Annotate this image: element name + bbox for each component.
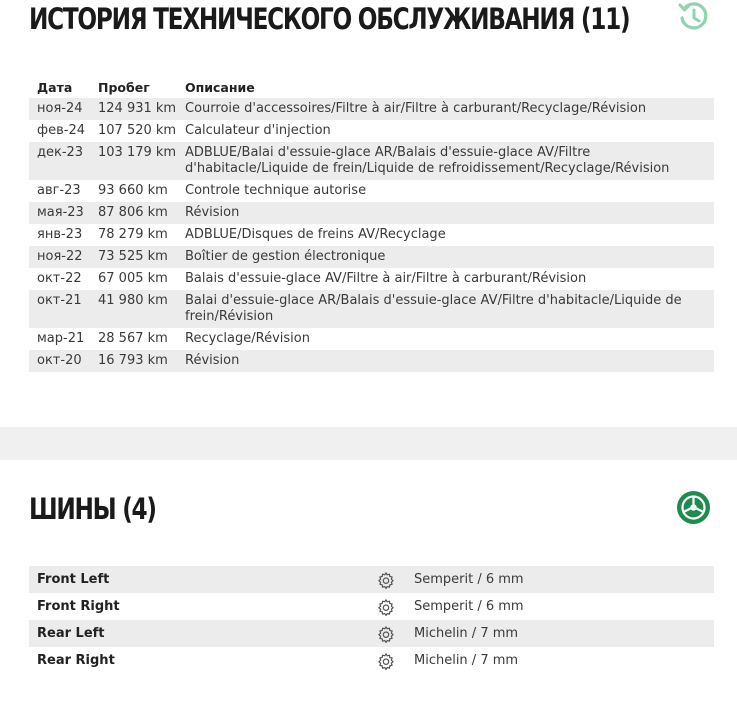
- maintenance-title: ИСТОРИЯ ТЕХНИЧЕСКОГО ОБСЛУЖИВАНИЯ (11): [29, 2, 630, 36]
- tire-position: Rear Left: [29, 620, 372, 647]
- tire-icon-cell: [372, 566, 414, 593]
- maintenance-description-cell: ADBLUE/Disques de freins AV/Recyclage: [185, 227, 446, 242]
- gear-icon: [377, 598, 395, 616]
- table-row: [29, 328, 714, 350]
- maintenance-mileage-cell: 103 179 km: [90, 142, 177, 180]
- history-icon: [677, 0, 711, 34]
- table-header: [29, 76, 714, 98]
- maintenance-table: [29, 76, 714, 372]
- gear-icon: [377, 652, 395, 670]
- maintenance-description-cell: Calculateur d'injection: [185, 123, 331, 138]
- maintenance-date-cell: дек-23: [29, 142, 90, 180]
- tire-icon: [677, 491, 710, 524]
- maintenance-mileage-cell: 107 520 km: [98, 123, 177, 138]
- maintenance-mileage-cell: 78 279 km: [98, 227, 168, 242]
- maintenance-description-cell: Révision: [177, 350, 714, 372]
- tire-position: Front Right: [37, 599, 120, 614]
- tire-row: [29, 566, 714, 593]
- maintenance-date-cell: ноя-22: [29, 246, 90, 268]
- maintenance-description-cell: Révision: [177, 202, 714, 224]
- tire-icon-cell: [372, 620, 414, 647]
- maintenance-description-cell: Balais d'essuie-glace AV/Filtre à air/Filtre à carburant/Révision: [185, 271, 587, 286]
- maintenance-mileage-cell: 124 931 km: [90, 98, 177, 120]
- maintenance-date-cell: ноя-24: [29, 98, 90, 120]
- maintenance-date-cell: окт-22: [37, 271, 82, 286]
- maintenance-mileage-cell: 73 525 km: [90, 246, 177, 268]
- tire-icon-cell: [372, 647, 414, 674]
- tires-title: ШИНЫ (4): [29, 492, 156, 526]
- maintenance-date-cell: фев-24: [37, 123, 86, 138]
- tire-position: Rear Right: [37, 653, 115, 668]
- maintenance-mileage-cell: 67 005 km: [98, 271, 168, 286]
- maintenance-description-cell: Recyclage/Révision: [185, 331, 310, 346]
- tire-value: Michelin / 7 mm: [414, 653, 519, 668]
- gear-icon: [377, 625, 395, 643]
- maintenance-mileage-cell: 93 660 km: [98, 183, 168, 198]
- gear-icon: [377, 571, 395, 589]
- maintenance-mileage-cell: 41 980 km: [90, 290, 177, 328]
- tire-value: Michelin / 7 mm: [414, 620, 714, 647]
- maintenance-description-cell: Boîtier de gestion électronique: [177, 246, 714, 268]
- table-row: [29, 350, 714, 372]
- maintenance-date-cell: мар-21: [37, 331, 85, 346]
- table-row: [29, 120, 714, 142]
- maintenance-date-cell: окт-20: [29, 350, 90, 372]
- tire-row: [29, 593, 714, 620]
- table-row: [29, 268, 714, 290]
- section-divider: [0, 427, 737, 460]
- maintenance-description-cell: Balai d'essuie-glace AR/Balais d'essuie-glace AV/Filtre d'habitacle/Liquide de frein/Révision: [177, 290, 714, 328]
- column-header-date: Дата: [37, 79, 73, 95]
- tire-row: [29, 620, 714, 647]
- table-row: [29, 246, 714, 268]
- table-row: [29, 180, 714, 202]
- table-row: [29, 290, 714, 328]
- column-header-description: Описание: [185, 79, 255, 95]
- maintenance-description-cell: ADBLUE/Balai d'essuie-glace AR/Balais d'essuie-glace AV/Filtre d'habitacle/Liquide de frein/Liquide de refroidissement/Recyclage/Révision: [177, 142, 714, 180]
- maintenance-date-cell: авг-23: [37, 183, 81, 198]
- tire-value: Semperit / 6 mm: [414, 599, 524, 614]
- maintenance-date-cell: окт-21: [29, 290, 90, 328]
- tires-table: [29, 566, 714, 674]
- maintenance-description-cell: Controle technique autorise: [185, 183, 367, 198]
- maintenance-mileage-cell: 28 567 km: [98, 331, 168, 346]
- tire-value: Semperit / 6 mm: [414, 566, 714, 593]
- tire-position: Front Left: [29, 566, 372, 593]
- maintenance-date-cell: янв-23: [37, 227, 83, 242]
- maintenance-date-cell: мая-23: [29, 202, 90, 224]
- tire-row: [29, 647, 714, 674]
- maintenance-mileage-cell: 16 793 km: [90, 350, 177, 372]
- table-row: [29, 224, 714, 246]
- maintenance-description-cell: Courroie d'accessoires/Filtre à air/Filtre à carburant/Recyclage/Révision: [177, 98, 714, 120]
- table-row: [29, 98, 714, 120]
- table-row: [29, 202, 714, 224]
- maintenance-mileage-cell: 87 806 km: [90, 202, 177, 224]
- column-header-mileage: Пробег: [98, 79, 150, 95]
- tire-icon-cell: [372, 593, 414, 620]
- table-row: [29, 142, 714, 180]
